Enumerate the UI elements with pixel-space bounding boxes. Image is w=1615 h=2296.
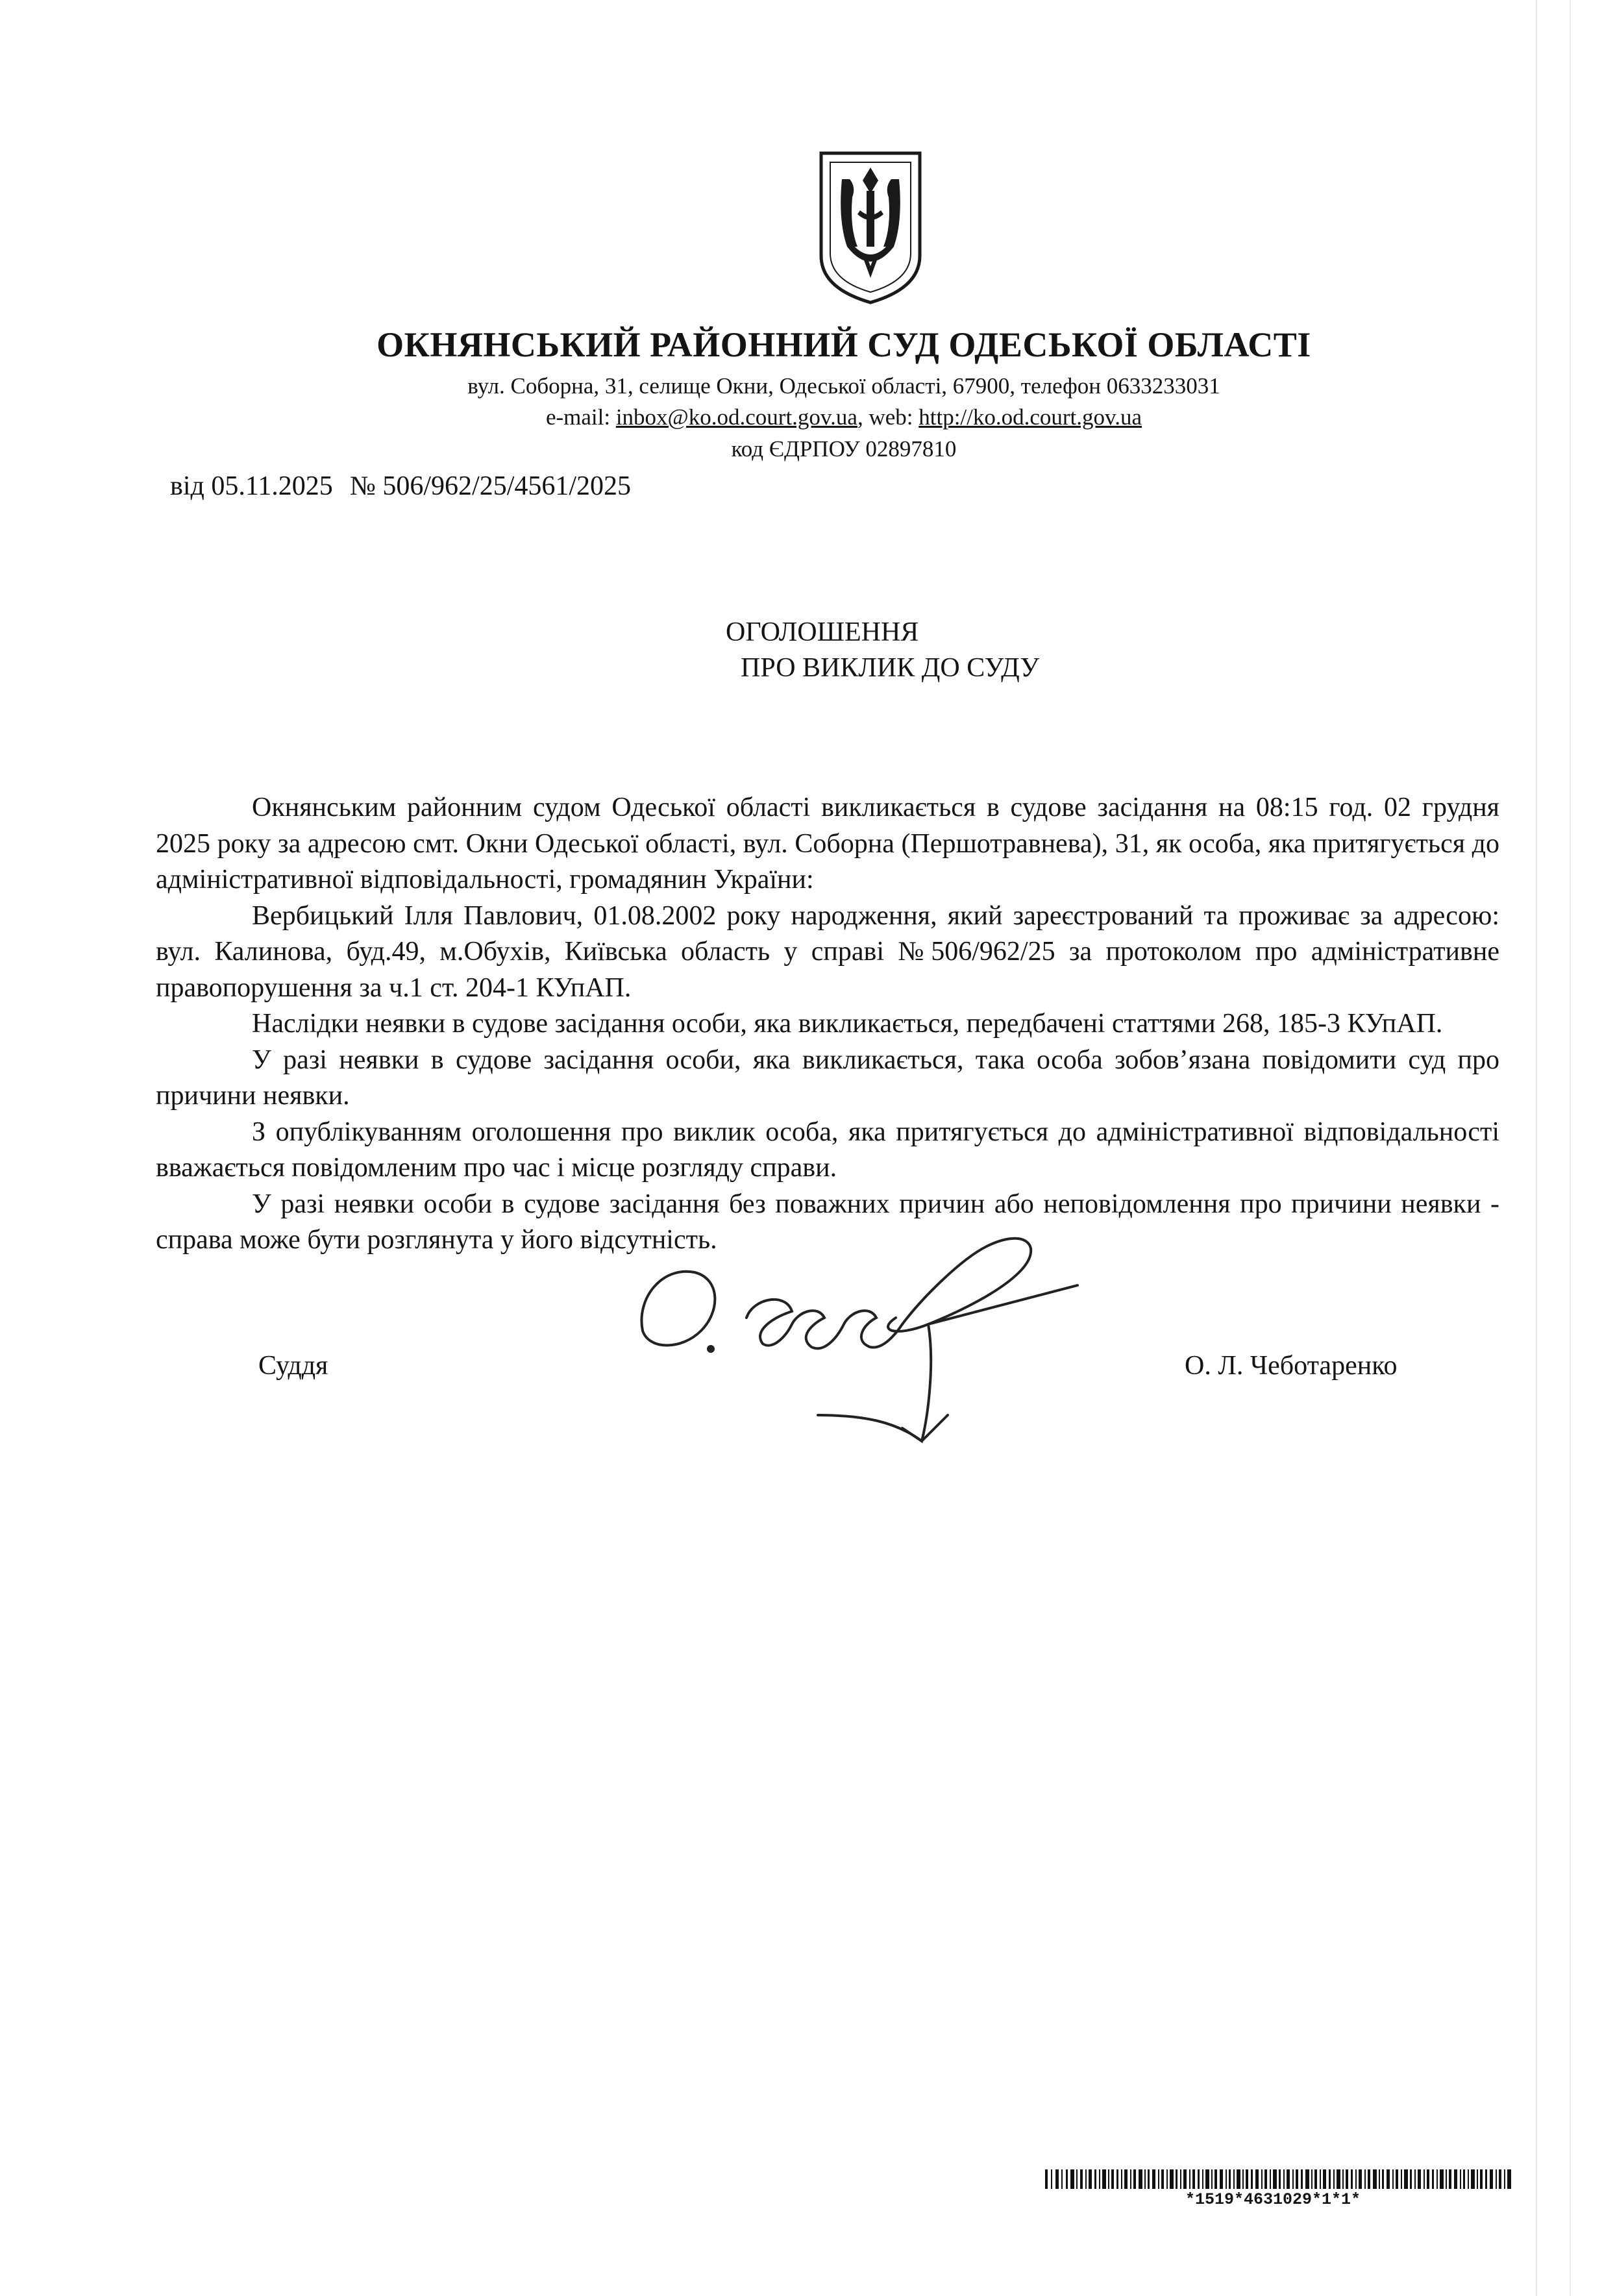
judge-name: О. Л. Чеботаренко [1185, 1351, 1398, 1381]
paragraph: Вербицький Ілля Павлович, 01.08.2002 року народження, який зареєстрований та проживає за адресою: вул. Калинова, буд.49, м.Обухів, Київська область у справі №506/962/25 за протоколом про адміністративне правопорушення за ч.1 ст. 204-1 КУпАП. [156, 900, 1499, 1003]
notice-body [156, 790, 1499, 1259]
document-title: ОГОЛОШЕННЯ [726, 617, 919, 647]
email-label: e-mail: [545, 404, 616, 430]
paragraph: Наслідки неявки в судове засідання особи, яка викликається, передбачені статтями 268, 185-3 КУпАП. [252, 1009, 1443, 1039]
barcode-image [1045, 2169, 1512, 2189]
document-number: № 506/962/25/4561/2025 [349, 471, 632, 501]
court-address: вул. Соборна, 31, селище Окни, Одеської області, 67900, телефон 0633233031 [467, 373, 1220, 399]
document-date: від 05.11.2025 [170, 471, 333, 501]
scan-edge-line [1570, 0, 1571, 2296]
court-name: ОКНЯНСЬКИЙ РАЙОННИЙ СУД ОДЕСЬКОЇ ОБЛАСТІ [376, 325, 1311, 364]
document-subtitle: ПРО ВИКЛИК ДО СУДУ [741, 653, 1040, 683]
paragraph: Окнянським районним судом Одеської області викликається в судове засідання на 08:15 год. 02 грудня 2025 року за адресою смт. Окни Одеської області, вул. Соборна (Першотравнева), 31, як особа, яка притягується до адміністративної відповідальності, громадянин України: [156, 793, 1499, 895]
web-link[interactable]: http://ko.od.court.gov.ua [918, 404, 1142, 430]
email-link[interactable]: inbox@ko.od.court.gov.ua [615, 404, 857, 430]
edrpou-code: код ЄДРПОУ 02897810 [731, 436, 957, 462]
barcode-text: *1519*4631029*1*1* [1185, 2190, 1361, 2209]
web-label: , web: [857, 404, 919, 430]
judge-role: Суддя [258, 1351, 328, 1381]
paragraph: У разі неявки особи в судове засідання без поважних причин або неповідомлення про причини неявки - справа може бути розглянута у його відсутність. [156, 1189, 1499, 1255]
coat-of-arms-icon [816, 149, 925, 305]
court-contacts [214, 404, 1473, 430]
signature-image [623, 1220, 1136, 1506]
reference-line [170, 471, 631, 502]
scan-edge-line [1536, 0, 1537, 2296]
paragraph: У разі неявки в судове засідання особи, яка викликається, така особа зобов’язана повідомити суд про причини неявки. [156, 1044, 1499, 1111]
paragraph: З опублікуванням оголошення про виклик особа, яка притягується до адміністративної відповідальності вважається повідомленим про час і місце розгляду справи. [156, 1117, 1499, 1183]
